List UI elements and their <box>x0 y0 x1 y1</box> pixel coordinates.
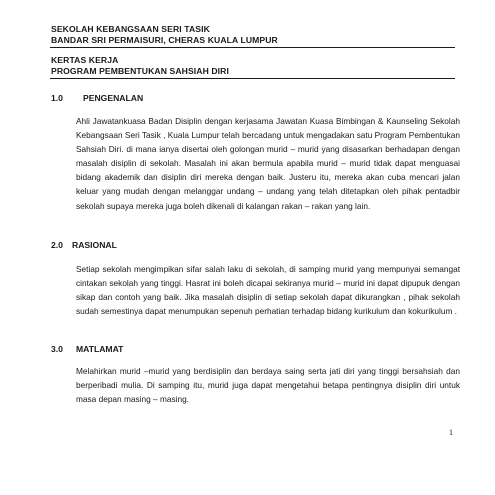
section-paragraph: Ahli Jawatankuasa Badan Disiplin dengan kerjasama Jawatan Kuasa Bimbingan & Kaunseling Sekolah Kebangsaan Seri Tasik , Kuala Lumpur telah bercadang untuk mengadakan satu Program Pembentukan Sahsiah Diri. di mana ianya disertai oleh golongan murid – murid yang disasarkan berhadapan dengan masalah disiplin di sekolah. Masalah ini akan bermula apabila murid – murid tidak dapat menguasai bidang akademik dan disiplin diri mereka dengan baik. Justeru itu, mereka akan cuba mencari jalan keluar yang mudah dengan melanggar undang – undang yang telah ditetapkan oleh pihak pentadbir sekolah supaya mereka juga boleh dikenali di kalangan rakan – rakan yang lain. <box>76 116 460 211</box>
document-title: PROGRAM PEMBENTUKAN SAHSIAH DIRI <box>51 66 229 76</box>
title-divider <box>50 78 455 79</box>
section-title: PENGENALAN <box>83 93 144 103</box>
section-paragraph: Setiap sekolah mengimpikan sifar salah laku di sekolah, di samping murid yang mempunyai semangat cintakan sekolah yang tinggi. Hasrat ini boleh dicapai sekiranya murid – murid ini dapat dipupuk dengan sikap dan contoh yang baik. Jika masalah disiplin di setiap sekolah dapat dikurangkan , pihak sekolah sudah semestinya dapat menumpukan sepenuh perhatian terhadap bidang kurikulum dan kokurikulum . <box>76 264 460 317</box>
header-divider <box>50 47 455 48</box>
page-number: 1 <box>449 428 453 437</box>
section-number: 1.0 <box>51 93 63 103</box>
document-type: KERTAS KERJA <box>51 55 119 65</box>
school-address: BANDAR SRI PERMAISURI, CHERAS KUALA LUMPUR <box>51 35 278 45</box>
section-paragraph: Melahirkan murid –murid yang berdisiplin dan berdaya saing serta jati diri yang tinggi bersahsiah dan berperibadi mulia. Di samping itu, murid juga dapat mengetahui betapa pentingnya disiplin diri untuk masa depan masing – masing. <box>76 366 460 405</box>
section-title: RASIONAL <box>72 240 117 250</box>
section-number: 2.0 <box>51 240 63 250</box>
section-number: 3.0 <box>51 344 63 354</box>
school-name: SEKOLAH KEBANGSAAN SERI TASIK <box>51 24 210 34</box>
section-title: MATLAMAT <box>76 344 124 354</box>
